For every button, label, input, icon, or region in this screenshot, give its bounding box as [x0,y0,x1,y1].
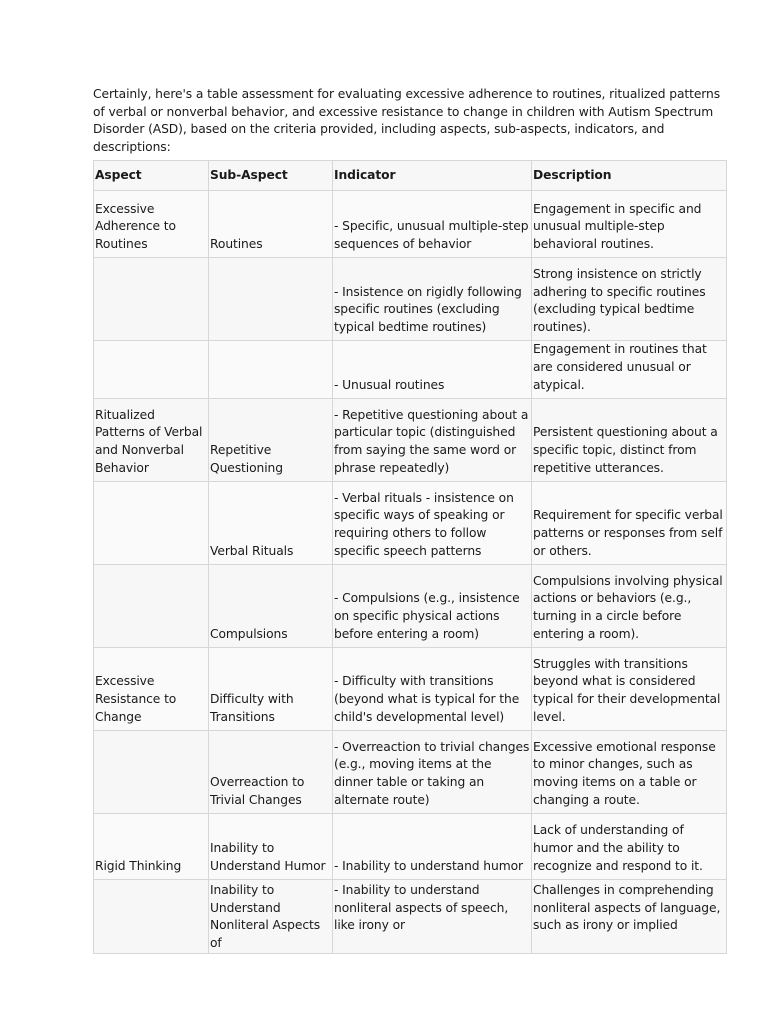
cell-indicator: - Repetitive questioning about a particular topic (distinguished from saying the same word or phrase repeatedly) [333,399,532,482]
cell-aspect [94,880,209,953]
cell-aspect [94,258,209,341]
header-description: Description [532,161,727,191]
cell-aspect [94,341,209,399]
cell-sub-aspect: Inability to Understand Humor [209,814,333,880]
table-row [94,482,727,565]
cell-sub-aspect: Inability to Understand Nonliteral Aspects of [209,880,333,953]
table-header-row [94,161,727,191]
cell-indicator: - Inability to understand humor [333,814,532,880]
table-row [94,191,727,258]
cell-description: Lack of understanding of humor and the ability to recognize and respond to it. [532,814,727,880]
cell-aspect [94,482,209,565]
table-row [94,341,727,399]
cell-description: Engagement in routines that are considered unusual or atypical. [532,341,727,399]
header-aspect: Aspect [94,161,209,191]
cell-indicator: - Difficulty with transitions (beyond what is typical for the child's developmental level) [333,648,532,731]
cell-description: Challenges in comprehending nonliteral aspects of language, such as irony or implied [532,880,727,953]
cell-sub-aspect: Overreaction to Trivial Changes [209,731,333,814]
cell-description: Struggles with transitions beyond what is considered typical for their developmental level. [532,648,727,731]
cell-description: Persistent questioning about a specific topic, distinct from repetitive utterances. [532,399,727,482]
header-indicator: Indicator [333,161,532,191]
table-row [94,731,727,814]
cell-indicator: - Verbal rituals - insistence on specific ways of speaking or requiring others to follow specific speech patterns [333,482,532,565]
cell-indicator: - Inability to understand nonliteral aspects of speech, like irony or [333,880,532,953]
cell-sub-aspect [209,341,333,399]
cell-description: Strong insistence on strictly adhering to specific routines (excluding typical bedtime routines). [532,258,727,341]
document-page [93,86,726,954]
table-row [94,565,727,648]
cell-sub-aspect: Compulsions [209,565,333,648]
table-row [94,258,727,341]
cell-description: Compulsions involving physical actions or behaviors (e.g., turning in a circle before entering a room). [532,565,727,648]
assessment-table [93,160,727,953]
table-row [94,399,727,482]
cell-description: Engagement in specific and unusual multiple-step behavioral routines. [532,191,727,258]
cell-description: Requirement for specific verbal patterns or responses from self or others. [532,482,727,565]
cell-aspect: Rigid Thinking [94,814,209,880]
cell-sub-aspect: Repetitive Questioning [209,399,333,482]
cell-aspect: Excessive Adherence to Routines [94,191,209,258]
cell-indicator: - Unusual routines [333,341,532,399]
cell-indicator: - Compulsions (e.g., insistence on specific physical actions before entering a room) [333,565,532,648]
intro-paragraph: Certainly, here's a table assessment for evaluating excessive adherence to routines, ritualized patterns of verbal or nonverbal behavior, and excessive resistance to change in children with Autism Spectrum Disorder (ASD), based on the criteria provided, including aspects, sub-aspects, indicators, and descriptions: [93,87,721,154]
cell-aspect [94,565,209,648]
cell-aspect: Ritualized Patterns of Verbal and Nonverbal Behavior [94,399,209,482]
table-row [94,880,727,953]
cell-description: Excessive emotional response to minor changes, such as moving items on a table or changing a route. [532,731,727,814]
cell-indicator: - Overreaction to trivial changes (e.g., moving items at the dinner table or taking an alternate route) [333,731,532,814]
cell-sub-aspect: Routines [209,191,333,258]
cell-indicator: - Specific, unusual multiple-step sequences of behavior [333,191,532,258]
cell-aspect [94,731,209,814]
cell-sub-aspect [209,258,333,341]
cell-aspect: Excessive Resistance to Change [94,648,209,731]
table-row [94,648,727,731]
cell-indicator: - Insistence on rigidly following specific routines (excluding typical bedtime routines) [333,258,532,341]
cell-sub-aspect: Difficulty with Transitions [209,648,333,731]
cell-sub-aspect: Verbal Rituals [209,482,333,565]
header-sub-aspect: Sub-Aspect [209,161,333,191]
table-row [94,814,727,880]
